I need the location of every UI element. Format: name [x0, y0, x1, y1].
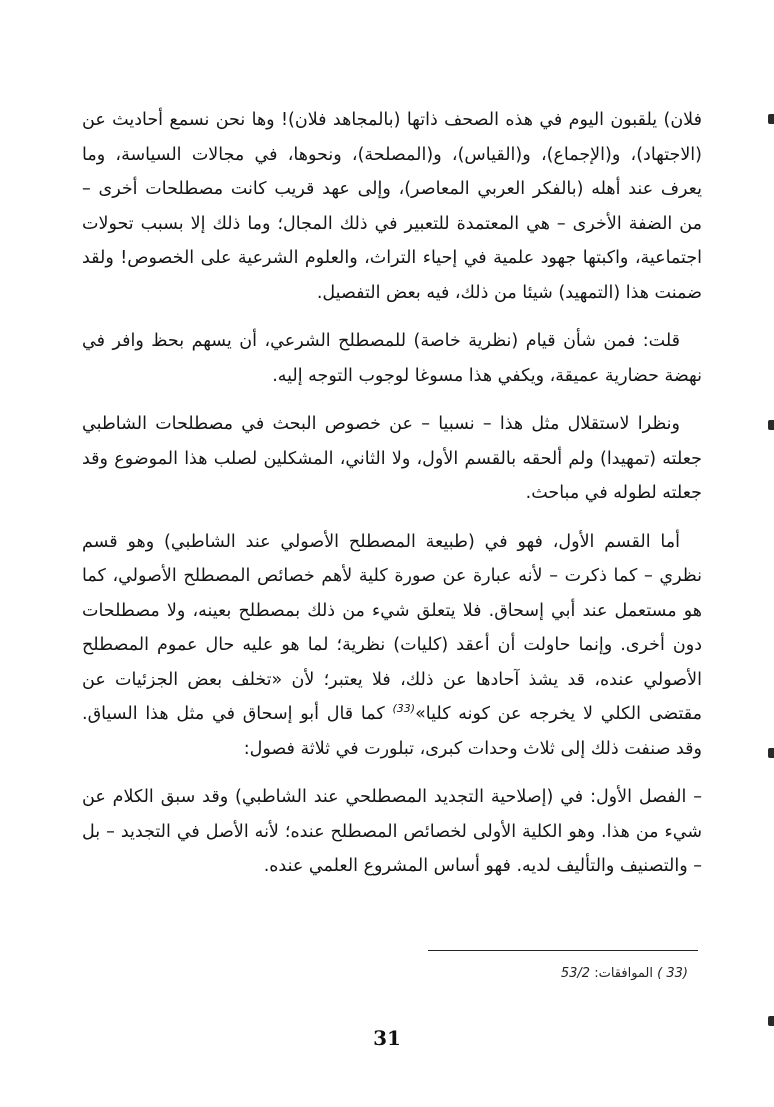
scan-edge-mark — [768, 420, 774, 430]
paragraph-4 — [82, 525, 702, 767]
scan-edge-mark — [768, 1016, 774, 1026]
page-number: 31 — [373, 1026, 401, 1050]
paragraph-1: فلان) يلقبون اليوم في هذه الصحف ذاتها (بالمجاهد فلان)! وها نحن نسمع أحاديث عن (الاجتهاد)، و(الإجماع)، و(القياس)، و(المصلحة)، ونحوها، في مجالات السياسة، وما يعرف عند أهله (بالفكر العربي المعاصر)، وإلى عهد قريب كانت مصطلحات أخرى – من الضفة الأخرى – هي المعتمدة للتعبير في ذلك المجال؛ وما ذلك إلا بسبب تحولات اجتماعية، واكبتها جهود علمية في إحياء التراث، والعلوم الشرعية على الخصوص! ولقد ضمنت هذا (التمهيد) شيئا من ذلك، فيه بعض التفصيل. — [82, 110, 702, 303]
paragraph-2: قلت: فمن شأن قيام (نظرية خاصة) للمصطلح الشرعي، أن يسهم بحظ وافر في نهضة حضارية عميقة، ويكفي هذا مسوغا لوجوب التوجه إليه. — [82, 331, 702, 386]
body-text — [82, 103, 702, 884]
scan-edge-mark — [768, 114, 774, 124]
footnote-number: (33 ) — [657, 966, 688, 981]
footnote-separator — [428, 950, 698, 951]
footnote-source: الموافقات: — [594, 966, 654, 981]
footnote-marker[interactable]: (33) — [392, 702, 416, 716]
paragraph-4-continued: كما قال أبو إسحاق في مثل هذا السياق. وقد صنفت ذلك إلى ثلاث وحدات كبرى، تبلورت في ثلاثة فصول: — [82, 704, 702, 759]
paragraph-3: ونظرا لاستقلال مثل هذا – نسبيا – عن خصوص البحث في مصطلحات الشاطبي جعلته (تمهيدا) ولم ألحقه بالقسم الأول، ولا الثاني، المشكلين لصلب هذا الموضوع وقد جعلته لطوله في مباحث. — [82, 414, 702, 503]
footnote — [561, 966, 688, 981]
paragraph-4-text: أما القسم الأول، فهو في (طبيعة المصطلح الأصولي عند الشاطبي) وهو قسم نظري – كما ذكرت – لأنه عبارة عن صورة كلية لأهم خصائص المصطلح الأصولي، كما هو مستعمل عند أبي إسحاق. فلا يتعلق شيء من ذلك بمصطلح بعينه، ولا مصطلحات دون أخرى. وإنما حاولت أن أعقد (كليات) نظرية؛ لما هو عليه حال عموم المصطلح الأصولي عنده، قد يشذ آحادها عن ذلك، فلا يعتبر؛ لأن «تخلف بعض الجزئيات عن مقتضى الكلي لا يخرجه عن كونه كليا» — [82, 531, 702, 724]
paragraph-5: – الفصل الأول: في (إصلاحية التجديد المصطلحي عند الشاطبي) وقد سبق الكلام عن شيء من هذا. وهو الكلية الأولى لخصائص المصطلح عنده؛ لأنه الأصل في التجديد – بل – والتصنيف والتأليف لديه. فهو أساس المشروع العلمي عنده. — [82, 787, 702, 876]
scan-edge-mark — [768, 748, 774, 758]
footnote-reference: 53/2 — [560, 966, 591, 981]
